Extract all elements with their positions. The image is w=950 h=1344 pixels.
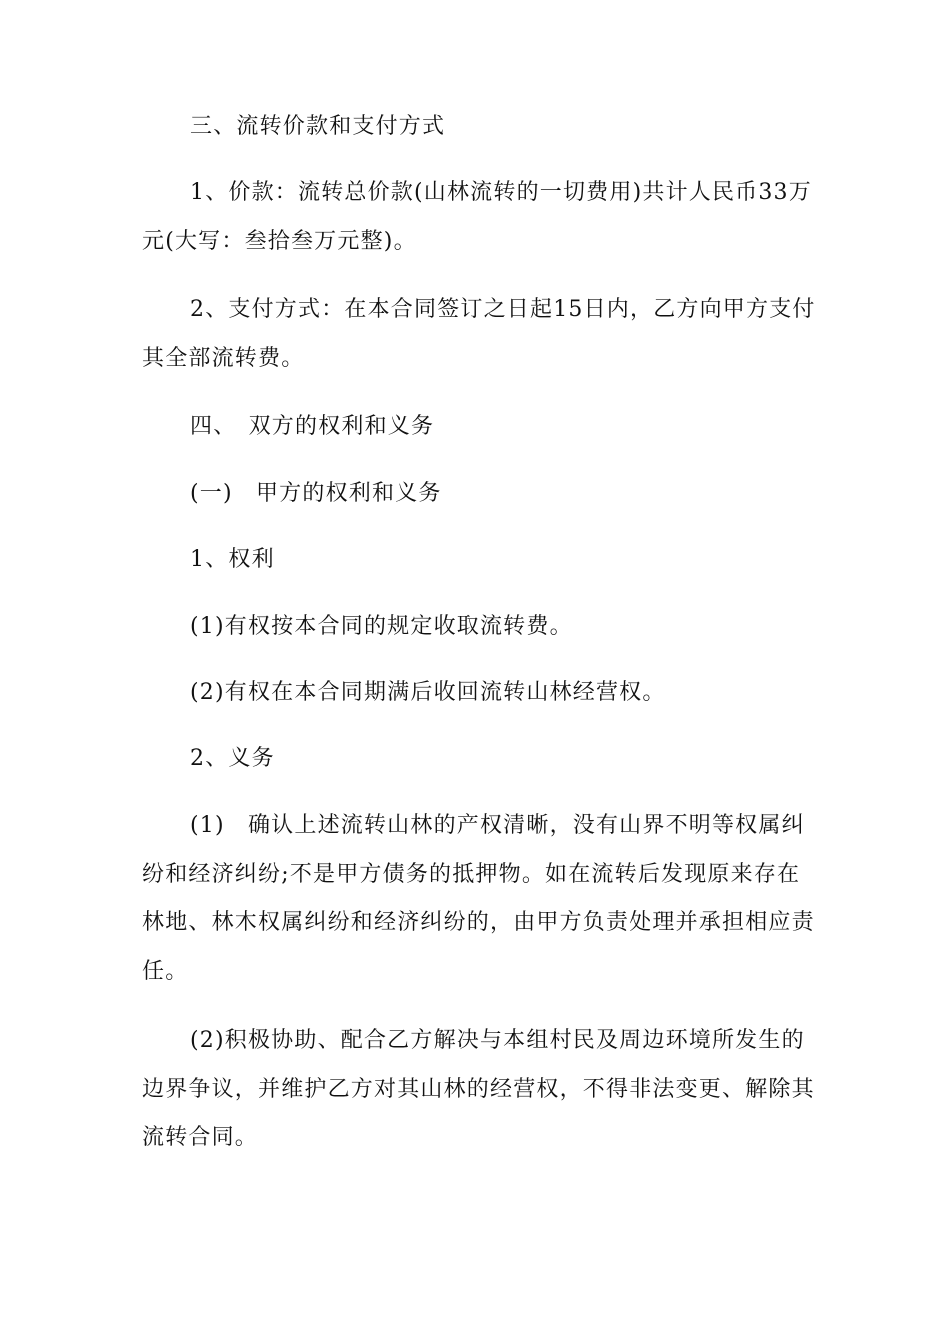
item-heading-rights: 1、权利 (190, 547, 275, 572)
item-heading-obligations: 2、义务 (190, 746, 275, 771)
obligations-item-2: (2)积极协助、配合乙方解决与本组村民及周边环境所发生的边界争议，并维护乙方对其山林的经营权，不得非法变更、解除其流转合同。 (142, 1028, 815, 1150)
section-heading-rights-obligations: 四、 双方的权利和义务 (190, 414, 435, 439)
paragraph-price: 1、价款：流转总价款(山林流转的一切费用)共计人民币33万元(大写：叁拾叁万元整)。 (142, 180, 812, 254)
paragraph-payment-method: 2、支付方式：在本合同签订之日起15日内，乙方向甲方支付其全部流转费。 (142, 297, 816, 371)
section-heading-payment: 三、流转价款和支付方式 (190, 114, 446, 139)
rights-item-1: (1)有权按本合同的规定收取流转费。 (190, 614, 573, 639)
obligations-item-1: (1) 确认上述流转山林的产权清晰，没有山界不明等权属纠纷和经济纠纷;不是甲方债务的抵押物。如在流转后发现原来存在林地、林木权属纠纷和经济纠纷的，由甲方负责处理并承担相应责任。 (142, 813, 815, 984)
subsection-heading-party-a: (一) 甲方的权利和义务 (190, 481, 442, 506)
rights-item-2: (2)有权在本合同期满后收回流转山林经营权。 (190, 680, 666, 705)
